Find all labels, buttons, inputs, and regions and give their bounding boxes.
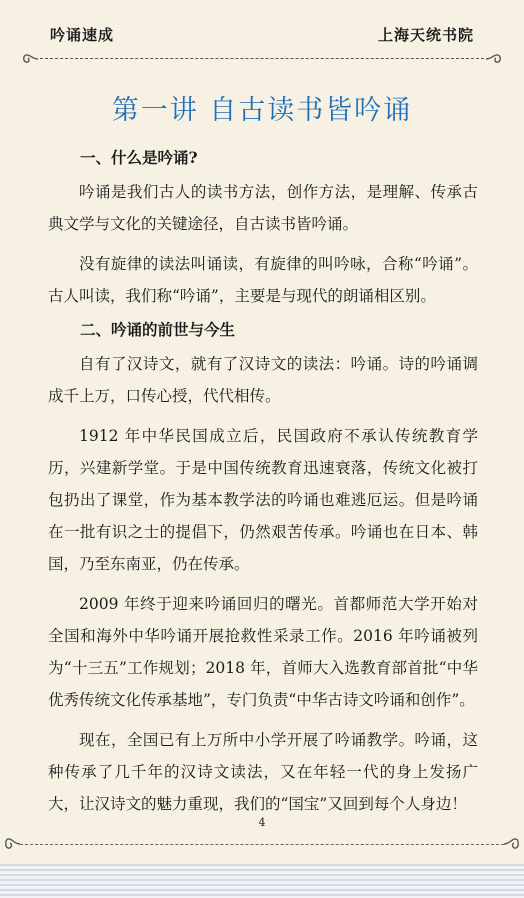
header-rule <box>22 52 502 66</box>
running-header <box>50 22 474 46</box>
lecture-title: 第一讲 自古读书皆吟诵 <box>111 95 413 126</box>
paragraph: 没有旋律的读法叫诵读，有旋律的叫吟咏，合称“吟诵”。古人叫读，我们称“吟诵”，主要是与现代的朗诵相区别。 <box>48 255 478 305</box>
book-title: 吟诵速成 <box>50 26 115 44</box>
paragraph: 1912 年中华民国成立后，民国政府不承认传统教育学历，兴建新学堂。于是中国传统教育迅速衰落，传统文化被打包扔出了课堂，作为基本教学法的吟诵也难逃厄运。但是吟诵在一批有识之士的提倡下，仍然艰苦传承。吟诵也在日本、韩国，乃至东南亚，仍在传承。 <box>48 427 478 573</box>
dashed-divider <box>40 58 484 59</box>
page-number: 4 <box>258 816 266 829</box>
publisher-name: 上海天统书院 <box>377 26 474 44</box>
article-body <box>48 148 478 820</box>
paragraph: 吟诵是我们古人的读书方法，创作方法，是理解、传承古典文学与文化的关键途径，自古读书皆吟诵。 <box>48 183 478 233</box>
section-heading: 一、什么是吟诵? <box>80 148 198 167</box>
scroll-ornament-icon <box>484 52 502 66</box>
paragraph: 自有了汉诗文，就有了汉诗文的读法：吟诵。诗的吟诵调成千上万，口传心授，代代相传。 <box>48 355 478 405</box>
bottom-stripes <box>0 864 524 898</box>
dashed-divider <box>20 844 504 845</box>
scroll-ornament-icon <box>502 835 520 853</box>
paragraph: 现在，全国已有上万所中小学开展了吟诵教学。吟诵，这种传承了几千年的汉诗文读法，又在年轻一代的身上发扬广大，让汉诗文的魅力重现，我们的“国宝”又回到每个人身边！ <box>48 731 478 813</box>
section-heading: 二、吟诵的前世与今生 <box>80 320 236 339</box>
paragraph: 2009 年终于迎来吟诵回归的曙光。首都师范大学开始对全国和海外中华吟诵开展抢救性采录工作。2016 年吟诵被列为“十三五”工作规划；2018 年，首师大入选教育部首批“中华优秀传统文化传承基地”，专门负责“中华古诗文吟诵和创作”。 <box>48 595 478 709</box>
footer-rule <box>0 832 524 856</box>
scroll-ornament-icon <box>22 52 40 66</box>
